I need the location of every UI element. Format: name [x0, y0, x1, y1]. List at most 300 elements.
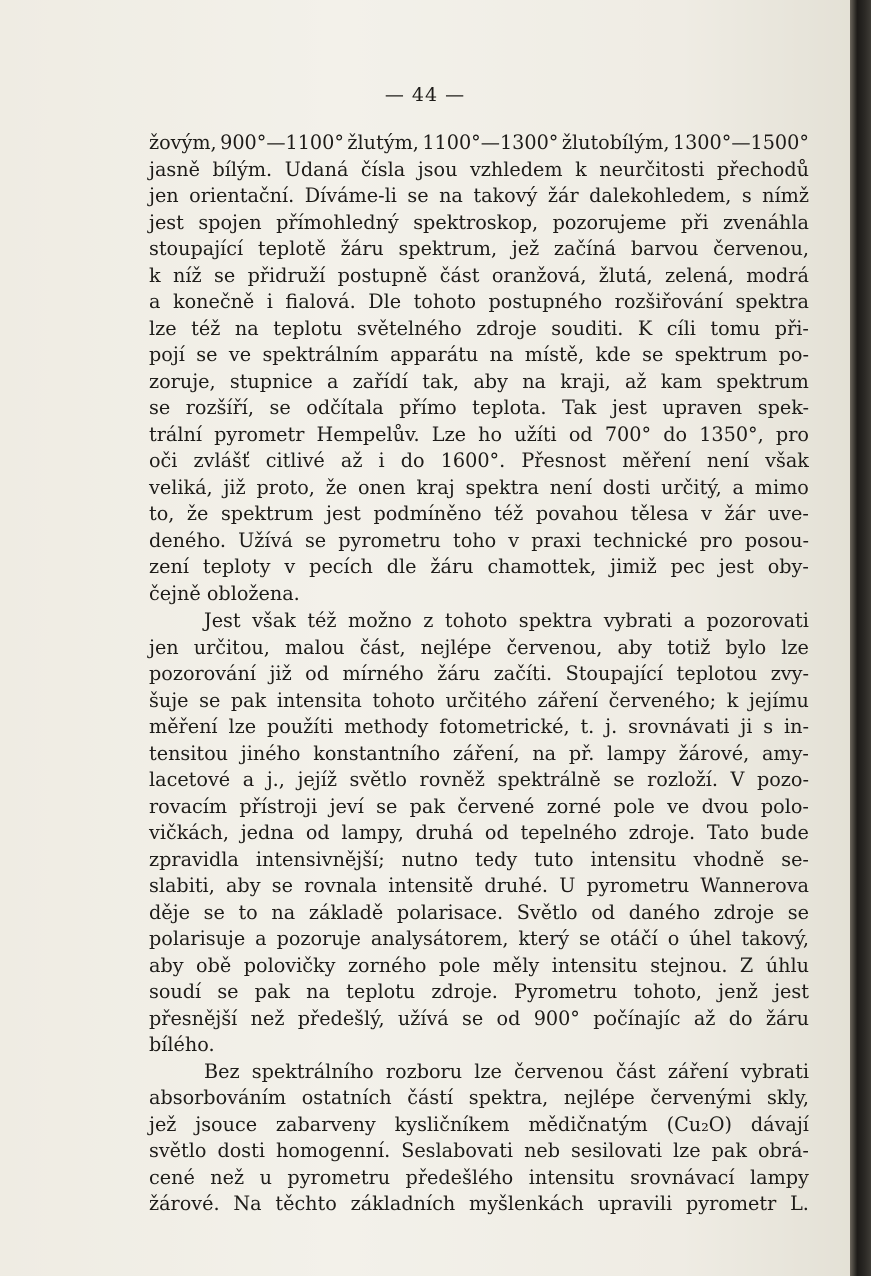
word: přístroji — [239, 794, 318, 818]
word: též — [191, 316, 221, 340]
word: nutno — [401, 847, 459, 871]
word: jedna — [240, 821, 295, 844]
word: nímž — [762, 184, 809, 207]
word: spektroskop, — [413, 210, 539, 234]
word: sesilovati — [571, 1139, 663, 1162]
word: posou- — [744, 528, 809, 552]
word: 700° — [604, 422, 652, 446]
word: než — [210, 1165, 245, 1189]
text-line — [149, 767, 809, 794]
word: přidruží — [247, 263, 326, 287]
word: daného — [628, 900, 701, 924]
word: oči — [149, 449, 178, 472]
word: rozšíří, — [185, 396, 254, 419]
paragraph-2 — [149, 608, 809, 1059]
word: cené — [149, 1165, 195, 1189]
word: fotometrické, — [439, 715, 570, 738]
word: již — [269, 662, 292, 685]
word: měření — [149, 715, 218, 738]
word: bílým. — [212, 157, 273, 181]
word: k — [726, 688, 739, 712]
word: to, — [149, 502, 175, 525]
word: barvou — [630, 237, 699, 260]
word: světelného — [356, 316, 462, 340]
word: na — [532, 741, 557, 765]
word: konečně — [172, 290, 255, 313]
word: jež — [149, 1112, 177, 1136]
word: bylo — [725, 635, 767, 659]
word: spektrum — [716, 369, 809, 393]
word: určitou, — [193, 635, 270, 659]
text-line — [149, 316, 809, 343]
text-line — [149, 1085, 809, 1112]
text-line: čejně obložena. — [149, 581, 300, 605]
word: dle — [386, 555, 417, 578]
word: není — [706, 449, 750, 472]
word: měření — [622, 449, 691, 472]
word: v — [508, 528, 520, 552]
text-line — [149, 926, 809, 953]
word: a — [732, 475, 744, 499]
word: pec — [670, 555, 705, 578]
word: ostatních — [301, 1086, 392, 1109]
word: oby- — [767, 555, 809, 578]
word: Wannerova — [700, 874, 809, 897]
word: žáru — [340, 237, 384, 260]
word: povahou — [535, 502, 619, 525]
word: červenou, — [713, 237, 809, 260]
word: pyrometru — [287, 1165, 391, 1189]
text-line — [149, 342, 809, 369]
word: jen — [149, 184, 179, 207]
word: červeného; — [608, 688, 717, 712]
word: teplotu — [273, 316, 343, 340]
word: srovnávati — [628, 715, 730, 738]
word: žovým, — [149, 131, 217, 154]
word: Jest — [204, 609, 241, 632]
word: homogenní. — [275, 1139, 391, 1162]
word: rozboru — [385, 1059, 463, 1083]
word: kysličníkem — [394, 1112, 510, 1136]
word: proto, — [256, 475, 315, 499]
word: Lze — [431, 422, 466, 446]
word: žlutá, — [598, 263, 653, 287]
word: dosti — [217, 1139, 265, 1162]
word: se — [196, 343, 218, 366]
text-line — [149, 501, 809, 528]
word: 1100°—1300° — [422, 131, 559, 154]
word: Přesnost — [521, 449, 607, 472]
word: pak — [711, 1139, 747, 1162]
word: 900°—1100° — [220, 131, 344, 154]
word: se — [376, 794, 398, 818]
word: použíti — [266, 715, 334, 738]
word: toho — [453, 528, 497, 552]
word: možno — [348, 609, 412, 632]
word: pyrometr — [686, 1192, 777, 1215]
word: aby — [225, 874, 261, 897]
text-line — [149, 130, 809, 157]
word: pole — [613, 794, 655, 818]
word: od — [305, 821, 330, 844]
word: rozloží. — [647, 768, 718, 791]
word: a — [326, 369, 339, 393]
word: intensitě — [388, 874, 474, 897]
word: při- — [774, 316, 809, 340]
word: však — [252, 609, 296, 632]
word: Udaná — [284, 157, 349, 181]
word: totiž — [667, 635, 711, 659]
word: než — [250, 1006, 285, 1030]
word: lampy — [607, 741, 666, 765]
word: Na — [233, 1192, 262, 1215]
word: tohoto — [413, 290, 477, 313]
word: druhé. — [484, 874, 549, 897]
word: se — [271, 874, 293, 897]
word: se — [217, 980, 239, 1003]
word: rovacím — [149, 794, 228, 818]
word: pro — [775, 422, 809, 446]
word: zení — [149, 555, 189, 578]
word: mědičnatým — [528, 1112, 648, 1136]
word: myšlenkách — [469, 1192, 584, 1215]
word: až — [693, 1006, 716, 1030]
word: užíti — [514, 422, 557, 446]
word: V — [730, 768, 745, 791]
word: to — [238, 900, 258, 924]
word: pozoruje — [276, 927, 361, 950]
word: pak — [230, 688, 267, 712]
word: měly — [492, 953, 540, 977]
word: Tak — [562, 396, 597, 419]
word: kraj — [416, 475, 455, 499]
word: vybrati — [740, 1059, 809, 1083]
word: se — [579, 927, 601, 950]
word: j. — [605, 715, 618, 738]
word: se- — [781, 847, 809, 871]
word: Z — [739, 953, 754, 977]
word: polarisuje — [149, 927, 246, 950]
word: mimo — [754, 475, 809, 499]
word: Světlo — [516, 900, 578, 924]
word: nejlépe — [420, 635, 492, 659]
word: částí — [407, 1086, 454, 1109]
word: onen — [358, 475, 406, 499]
word: Díváme-li — [304, 184, 397, 207]
word: i — [378, 449, 385, 472]
word: kam — [660, 369, 703, 393]
word: ve — [228, 343, 252, 366]
word: zabarveny — [275, 1112, 376, 1136]
word: deného. — [149, 528, 227, 552]
word: spektra — [735, 290, 809, 313]
text-line — [149, 1138, 809, 1165]
word: absorbováním — [149, 1086, 287, 1109]
page-number: — 44 — — [384, 84, 466, 106]
word: spektra — [465, 475, 539, 499]
word: teplotě — [257, 237, 326, 260]
text-line — [149, 183, 809, 210]
word: úhlu — [765, 953, 809, 977]
word: upraven — [662, 396, 743, 419]
word: spojen — [198, 210, 262, 234]
word: na — [234, 316, 259, 340]
word: intensitu — [528, 1165, 615, 1189]
word: rozšiřování — [614, 290, 723, 313]
word: t. — [580, 715, 595, 738]
text-line — [149, 395, 809, 422]
text-line — [149, 820, 809, 847]
text-line — [149, 873, 809, 900]
word: přechodů — [716, 157, 809, 181]
word: dalekohledem, — [589, 184, 732, 207]
word: se — [642, 343, 664, 366]
word: šuje — [149, 688, 189, 712]
word: záření, — [452, 741, 520, 765]
word: praxi — [531, 528, 582, 552]
word: do — [728, 1006, 753, 1030]
word: pozorovati — [706, 609, 809, 632]
word: začíná — [553, 237, 617, 260]
word: Dle — [368, 290, 402, 313]
text-line — [149, 475, 809, 502]
text-line — [149, 422, 809, 449]
word: ji — [740, 715, 753, 738]
word: základních — [350, 1192, 456, 1215]
word: tuto — [534, 847, 574, 871]
word: pole — [438, 953, 481, 977]
word: fialová. — [285, 290, 356, 313]
word: že — [325, 475, 348, 499]
word: polovičky — [243, 953, 336, 977]
word: při — [680, 210, 709, 234]
word: zvy- — [770, 662, 809, 685]
word: předešlého — [405, 1165, 514, 1189]
word: k — [149, 263, 161, 287]
word: jejíž — [297, 768, 337, 791]
word: skly, — [766, 1086, 809, 1109]
word: zorného — [347, 953, 427, 977]
word: tohoto — [444, 609, 508, 632]
word: zařídí — [352, 369, 408, 393]
word: vybrati — [603, 609, 673, 632]
word: se — [613, 768, 635, 791]
word: slabiti, — [149, 874, 215, 897]
word: Stoupající — [565, 662, 664, 685]
word: odčítala — [306, 396, 384, 419]
word: z — [423, 609, 434, 632]
word: intensitu — [551, 953, 638, 977]
text-line — [149, 741, 809, 768]
text-line — [149, 369, 809, 396]
word: aby — [617, 635, 653, 659]
word: Bez — [204, 1059, 240, 1083]
word: aby — [473, 369, 508, 393]
text-line — [149, 210, 809, 237]
word: teploty — [202, 555, 271, 578]
word: červenými — [650, 1086, 752, 1109]
word: s — [763, 715, 774, 738]
word: lze — [781, 635, 809, 659]
word: určitého — [445, 688, 527, 712]
word: spek- — [757, 396, 809, 419]
word: tensitou — [149, 741, 229, 765]
word: cíli — [666, 316, 696, 340]
word: citlivé — [265, 449, 325, 472]
word: jsouce — [195, 1112, 258, 1136]
word: tomu — [710, 316, 761, 340]
word: malou — [284, 635, 345, 659]
word: zdroje. — [431, 980, 498, 1003]
word: Tato — [706, 821, 749, 844]
word: od — [591, 900, 616, 924]
word: jest — [326, 502, 361, 525]
word: takový, — [741, 927, 809, 950]
body-text — [149, 130, 809, 1218]
word: od — [496, 1006, 521, 1030]
word: lze — [228, 715, 257, 738]
word: Užívá — [238, 528, 293, 552]
word: užívá — [397, 1006, 449, 1030]
word: též — [307, 609, 337, 632]
word: technické — [593, 528, 688, 552]
word: methody — [344, 715, 429, 738]
word: od — [484, 821, 509, 844]
word: pecích — [309, 555, 373, 578]
text-line — [149, 1112, 809, 1139]
word: žár — [547, 184, 579, 207]
word: mírného — [342, 662, 424, 685]
word: lze — [474, 1059, 502, 1083]
text-line — [149, 661, 809, 688]
word: postupného — [488, 290, 603, 313]
word: uve- — [767, 502, 809, 525]
word: intensita — [276, 688, 362, 712]
word: od — [305, 662, 330, 685]
text-line — [149, 847, 809, 874]
word: pak — [409, 794, 445, 818]
word: tak, — [422, 369, 460, 393]
word: stejnou. — [650, 953, 728, 977]
word: soudí — [149, 980, 202, 1003]
word: pro — [699, 528, 733, 552]
word: již — [223, 475, 246, 499]
word: na — [522, 369, 546, 393]
word: počínajíc — [593, 1006, 681, 1030]
word: teplotu — [346, 980, 416, 1003]
text-line — [149, 714, 809, 741]
word: ve — [667, 794, 690, 818]
word: oranžová, — [491, 263, 587, 287]
text-line — [149, 688, 809, 715]
word: záření — [667, 1059, 729, 1083]
word: chamottek, — [487, 555, 597, 578]
word: žár — [724, 502, 756, 525]
word: a — [255, 927, 267, 950]
word: a — [242, 768, 255, 791]
word: jeví — [329, 794, 364, 818]
text-line — [149, 554, 809, 581]
word: od — [568, 422, 593, 446]
text-line — [149, 289, 809, 316]
text-line — [149, 1059, 809, 1086]
word: rovněž — [419, 768, 485, 791]
word: světlo — [349, 768, 407, 791]
text-line: bílého. — [149, 1033, 215, 1056]
word: tepelného — [520, 821, 617, 844]
word: se — [203, 900, 225, 924]
word: žáru — [437, 662, 481, 685]
word: tělesa — [630, 502, 689, 525]
word: 1350°, — [699, 422, 764, 446]
word: žlutobílým, — [561, 131, 670, 154]
word: tohoto, — [633, 980, 702, 1003]
word: dvou — [701, 794, 749, 818]
word: pak — [254, 980, 291, 1003]
word: jiného — [240, 741, 301, 765]
word: se — [407, 184, 429, 207]
text-line — [149, 1165, 809, 1192]
word: upravili — [597, 1192, 673, 1215]
word: trální — [149, 422, 202, 446]
word: jest — [611, 396, 647, 419]
word: 1600°. — [440, 449, 506, 472]
word: vičkách, — [149, 821, 229, 844]
word: lze — [149, 316, 177, 340]
word: tohoto — [372, 688, 435, 712]
text-line — [149, 608, 809, 635]
text-line — [149, 635, 809, 662]
word: srovnávací — [630, 1165, 735, 1189]
word: analysátorem, — [370, 927, 509, 950]
word: jimiž — [610, 555, 657, 578]
word: začíti. — [493, 662, 553, 685]
word: spektra, — [468, 1086, 549, 1109]
word: Seslabovati — [401, 1139, 514, 1162]
word: čísla — [360, 157, 406, 181]
word: se — [462, 1006, 484, 1030]
word: intensitu — [590, 847, 677, 871]
word: se — [199, 688, 221, 712]
word: níž — [173, 263, 202, 287]
word: na — [439, 184, 463, 207]
word: určitý, — [661, 475, 722, 499]
word: zoruje, — [149, 369, 216, 393]
word: otáčí — [610, 927, 658, 950]
word: dávají — [750, 1112, 809, 1136]
word: postupně — [337, 263, 428, 287]
word: Hempelův. — [316, 422, 420, 446]
word: se — [149, 396, 171, 419]
word: K — [637, 316, 653, 340]
word: vzhledem — [469, 157, 563, 181]
word: o — [667, 927, 680, 950]
word: jejímu — [748, 688, 809, 712]
word: na — [271, 900, 296, 924]
word: předešlý, — [297, 1006, 385, 1030]
text-line — [149, 448, 809, 475]
word: spektrum, — [398, 237, 498, 260]
word: L. — [790, 1192, 809, 1215]
word: 900° — [533, 1006, 580, 1030]
word: úhel — [689, 927, 732, 950]
word: spektrálně — [497, 768, 601, 791]
word: se — [787, 900, 809, 924]
word: do — [400, 449, 425, 472]
word: pozorování — [149, 662, 256, 685]
word: červenou — [514, 1059, 604, 1083]
word: až — [340, 449, 363, 472]
